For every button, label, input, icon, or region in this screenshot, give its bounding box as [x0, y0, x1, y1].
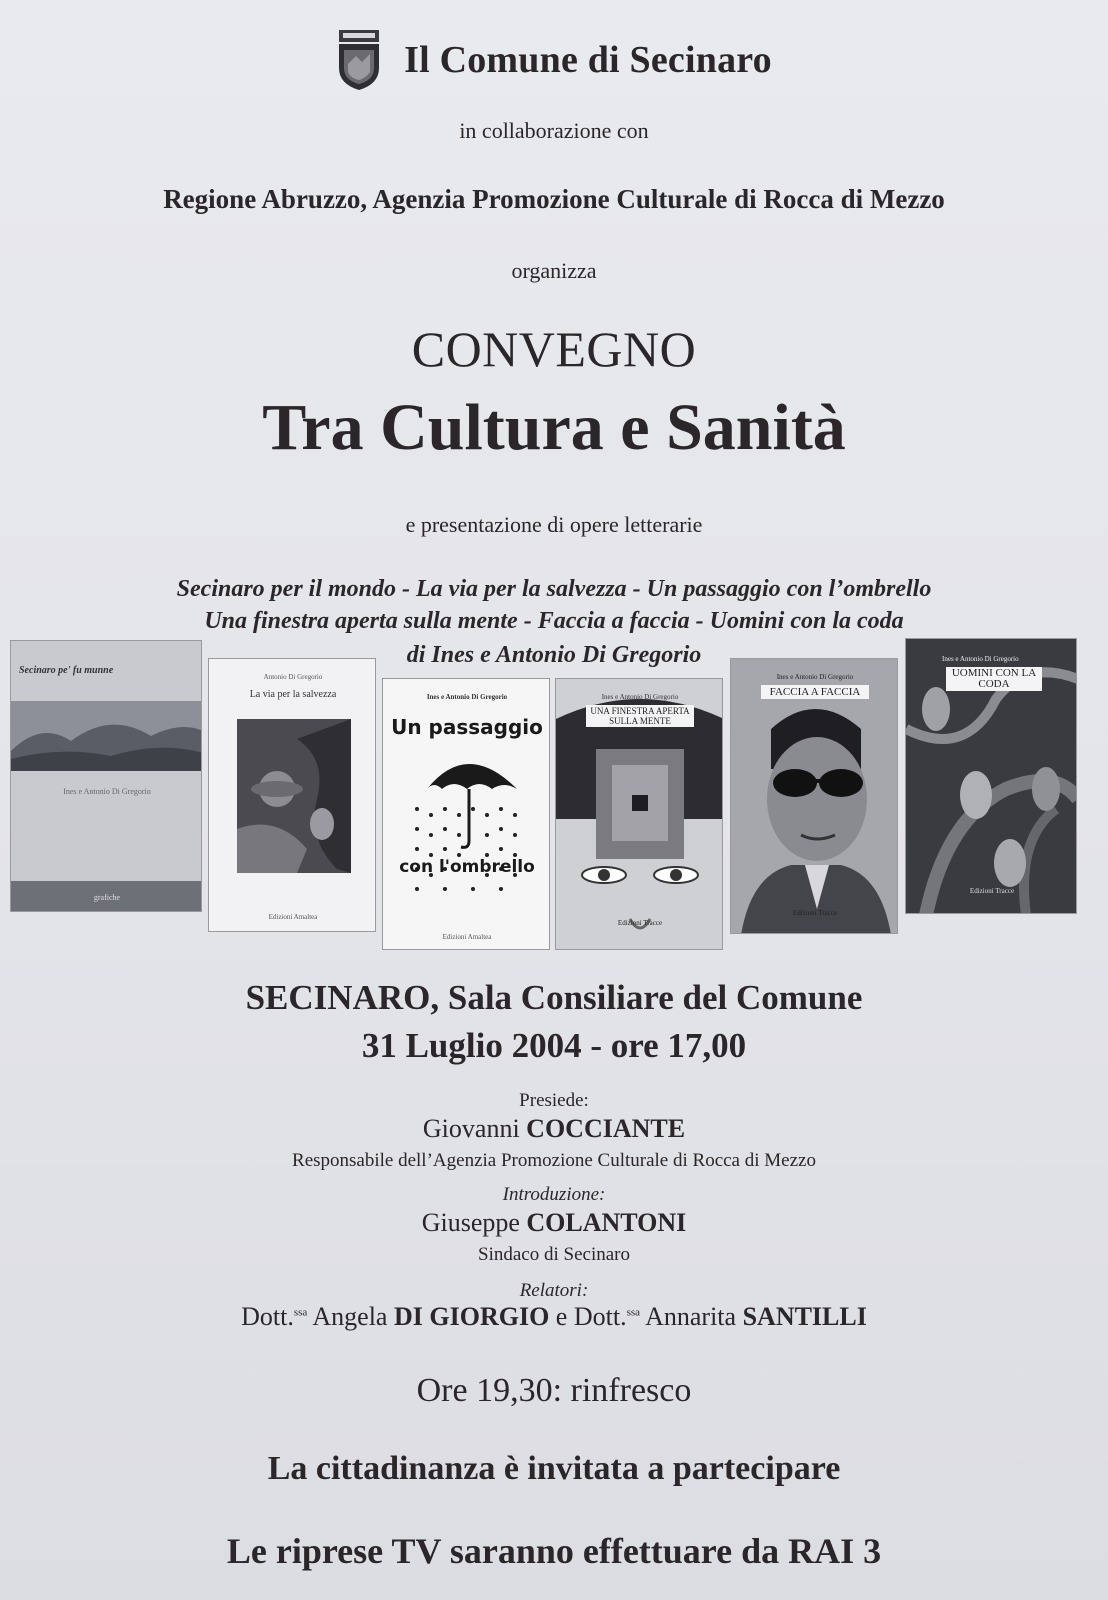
chair-description: Responsabile dell’Agenzia Promozione Culturale di Rocca di Mezzo	[292, 1150, 816, 1171]
book-cover-faccia-a-faccia	[730, 658, 898, 934]
book-title: Un passaggio	[391, 715, 543, 739]
book-author: Ines e Antonio Di Gregorio	[601, 693, 679, 701]
book-covers	[10, 650, 1098, 980]
book-publisher: grafiche	[93, 893, 121, 902]
book-cover-passaggio-ombrello	[382, 678, 550, 950]
event-title: Tra Cultura e Sanità	[262, 391, 846, 464]
landscape-illustration	[11, 641, 202, 912]
chair-first-name: Giovanni	[422, 1114, 520, 1143]
chair-last-name: COCCIANTE	[526, 1114, 686, 1143]
event-location: SECINARO, Sala Consiliare del Comune	[245, 978, 863, 1017]
intro-first-name: Giuseppe	[421, 1208, 520, 1237]
organizer-name: Il Comune di Secinaro	[404, 39, 772, 81]
chair-name	[0, 1114, 1108, 1144]
works-authors: di Ines e Antonio Di Gregorio	[406, 642, 702, 668]
chair-role: Presiede:	[519, 1090, 589, 1111]
speaker-2-title: Dott.	[573, 1302, 627, 1331]
speaker-2-last-name: SANTILLI	[742, 1302, 867, 1331]
book-author: Ines e Antonio Di Gregorio	[63, 787, 151, 796]
book-title: FACCIA A FACCIA	[761, 685, 869, 699]
book-publisher: Edizioni Amaltea	[268, 913, 318, 921]
header	[0, 28, 1108, 92]
book-title: UOMINI CON LA CODA	[946, 667, 1042, 691]
book-cover-uomini-coda	[905, 638, 1077, 914]
speaker-1-title: Dott.	[241, 1302, 294, 1331]
partners-text: Regione Abruzzo, Agenzia Promozione Culturale di Rocca di Mezzo	[163, 184, 945, 214]
event-subtitle: e presentazione di opere letterarie	[405, 512, 703, 537]
intro-role: Introduzione:	[502, 1184, 606, 1205]
book-author: Ines e Antonio Di Gregorio	[942, 655, 1019, 663]
book-publisher: Edizioni Tracce	[792, 909, 838, 917]
convegno-heading: CONVEGNO	[411, 321, 697, 377]
book-publisher: Edizioni Amaltea	[442, 933, 492, 941]
speaker-1-last-name: DI GIORGIO	[393, 1302, 550, 1331]
speaker-1-first-name: Angela	[312, 1302, 388, 1331]
works-line-1: Secinaro per il mondo - La via per la salvezza - Un passaggio con l’ombrello	[176, 576, 932, 602]
event-datetime: 31 Luglio 2004 - ore 17,00	[361, 1026, 747, 1065]
speaker-1-title-suffix: ssa	[293, 1306, 308, 1319]
speakers-conjunction: e	[555, 1302, 568, 1331]
organizza-text: organizza	[511, 258, 597, 283]
invitation-text: La cittadinanza è invitata a partecipare	[267, 1450, 841, 1487]
book-title-line-2: con l'ombrello	[399, 857, 535, 877]
book-title: Secinaro pe' fu munne	[19, 665, 114, 676]
book-cover-finestra-mente	[555, 678, 723, 950]
book-cover-secinaro	[10, 640, 202, 912]
book-author: Antonio Di Gregorio	[263, 673, 323, 681]
man-with-sunglasses-illustration	[731, 659, 898, 934]
speakers-role: Relatori:	[519, 1280, 589, 1301]
book-title: La via per la salvezza	[249, 689, 337, 700]
coat-of-arms-icon	[336, 28, 382, 92]
book-cover-via-salvezza	[208, 658, 376, 932]
works-line-2: Una finestra aperta sulla mente - Faccia a faccia - Uomini con la coda	[204, 608, 904, 634]
book-title: UNA FINESTRA APERTA SULLA MENTE	[586, 705, 694, 727]
intro-description: Sindaco di Secinaro	[478, 1244, 630, 1265]
book-author: Ines e Antonio Di Gregorio	[426, 693, 508, 701]
book-publisher: Edizioni Tracce	[617, 919, 663, 927]
book-author: Ines e Antonio Di Gregorio	[776, 673, 854, 681]
refreshment-time: Ore 19,30: rinfresco	[416, 1372, 692, 1409]
speaker-2-first-name: Annarita	[645, 1302, 737, 1331]
speakers-names	[0, 1302, 1108, 1332]
intro-last-name: COLANTONI	[526, 1208, 687, 1237]
book-publisher: Edizioni Tracce	[969, 887, 1015, 895]
speaker-2-title-suffix: ssa	[626, 1306, 641, 1319]
intro-name	[0, 1208, 1108, 1238]
collab-text: in collaborazione con	[459, 118, 649, 143]
tv-coverage-text: Le riprese TV saranno effettuare da RAI 3	[226, 1531, 882, 1571]
painting-illustration	[237, 719, 351, 873]
